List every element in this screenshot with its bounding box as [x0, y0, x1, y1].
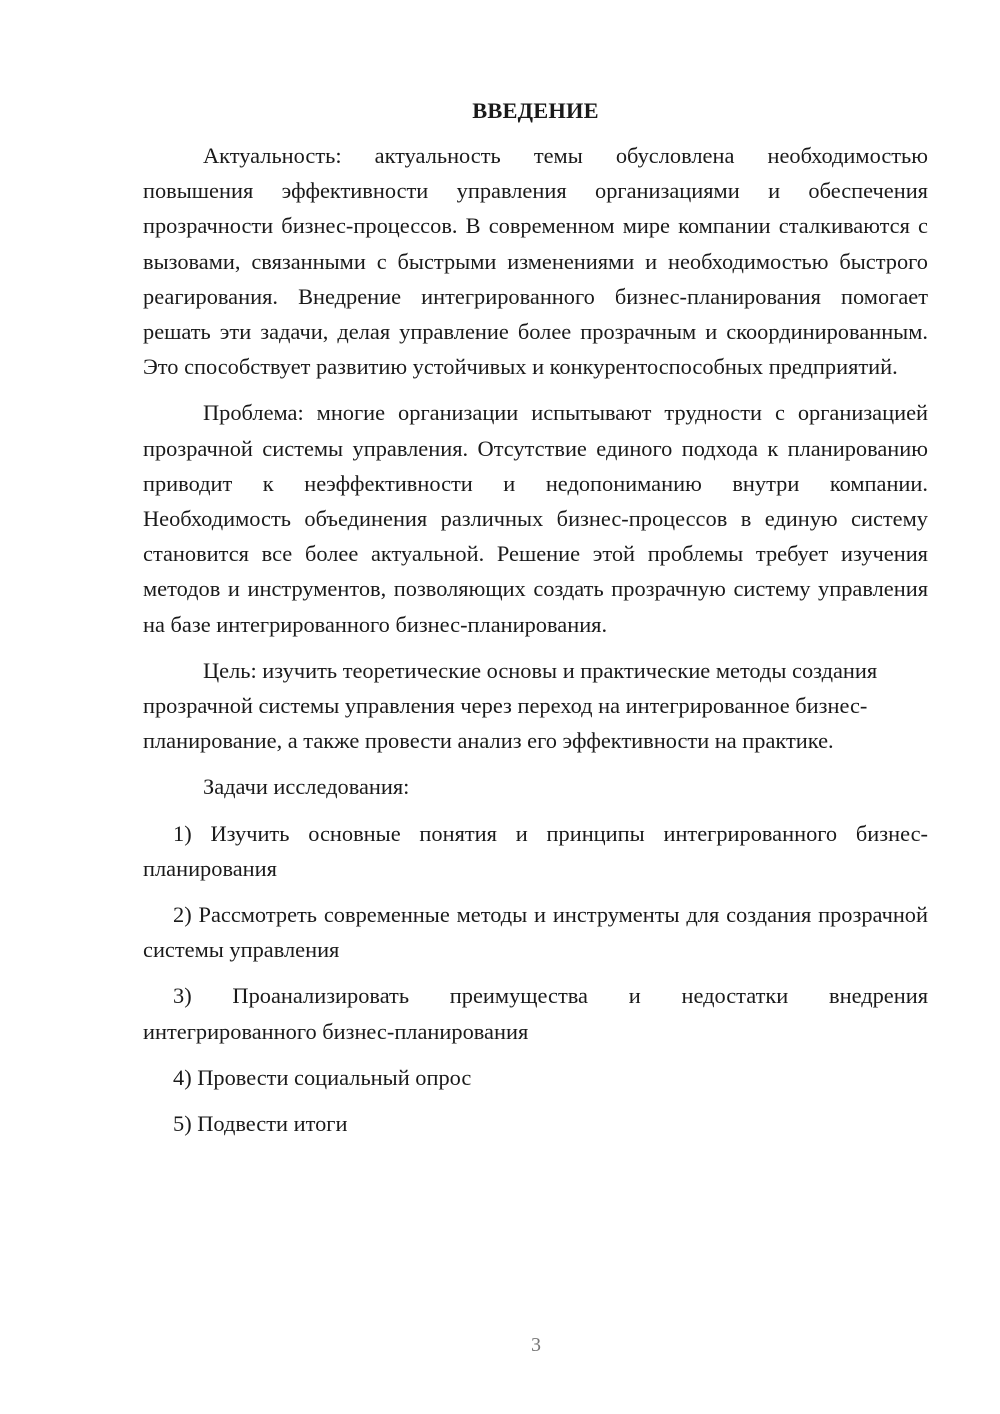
- tasks-heading: Задачи исследования:: [203, 774, 410, 800]
- page-title: ВВЕДЕНИЕ: [472, 98, 599, 123]
- list-item: 3) Проанализировать преимущества и недостатки внедрения интегрированного бизнес-планирования: [143, 983, 928, 1044]
- page-content: [143, 96, 928, 1152]
- list-item: 2) Рассмотреть современные методы и инструменты для создания прозрачной системы управления: [143, 902, 928, 963]
- list-item: 1) Изучить основные понятия и принципы интегрированного бизнес-планирования: [143, 820, 928, 881]
- paragraph-relevance: Актуальность: актуальность темы обусловлена необходимостью повышения эффективности управления организациями и обеспечения прозрачности бизнес-процессов. В современном мире компании сталкиваются с вызовами, связанными с быстрыми изменениями и необходимостью быстрого реагирования. Внедрение интегрированного бизнес-планирования помогает решать эти задачи, делая управление более прозрачным и скоординированным. Это способствует развитию устойчивых и конкурентоспособных предприятий.: [143, 143, 928, 380]
- list-item: 4) Провести социальный опрос: [173, 1064, 472, 1090]
- paragraph-goal: Цель: изучить теоретические основы и практические методы создания прозрачной системы управления через переход на интегрированное бизнес-планирование, а также провести анализ его эффективности на практике.: [143, 657, 878, 754]
- paragraph-problem: Проблема: многие организации испытывают трудности с организацией прозрачной системы управления. Отсутствие единого подхода к планированию приводит к неэффективности и недопониманию внутри компании. Необходимость объединения различных бизнес-процессов в единую систему становится все более актуальной. Решение этой проблемы требует изучения методов и инструментов, позволяющих создать прозрачную систему управления на базе интегрированного бизнес-планирования.: [143, 400, 928, 637]
- page-number: 3: [531, 1334, 541, 1356]
- list-item: 5) Подвести итоги: [173, 1111, 348, 1137]
